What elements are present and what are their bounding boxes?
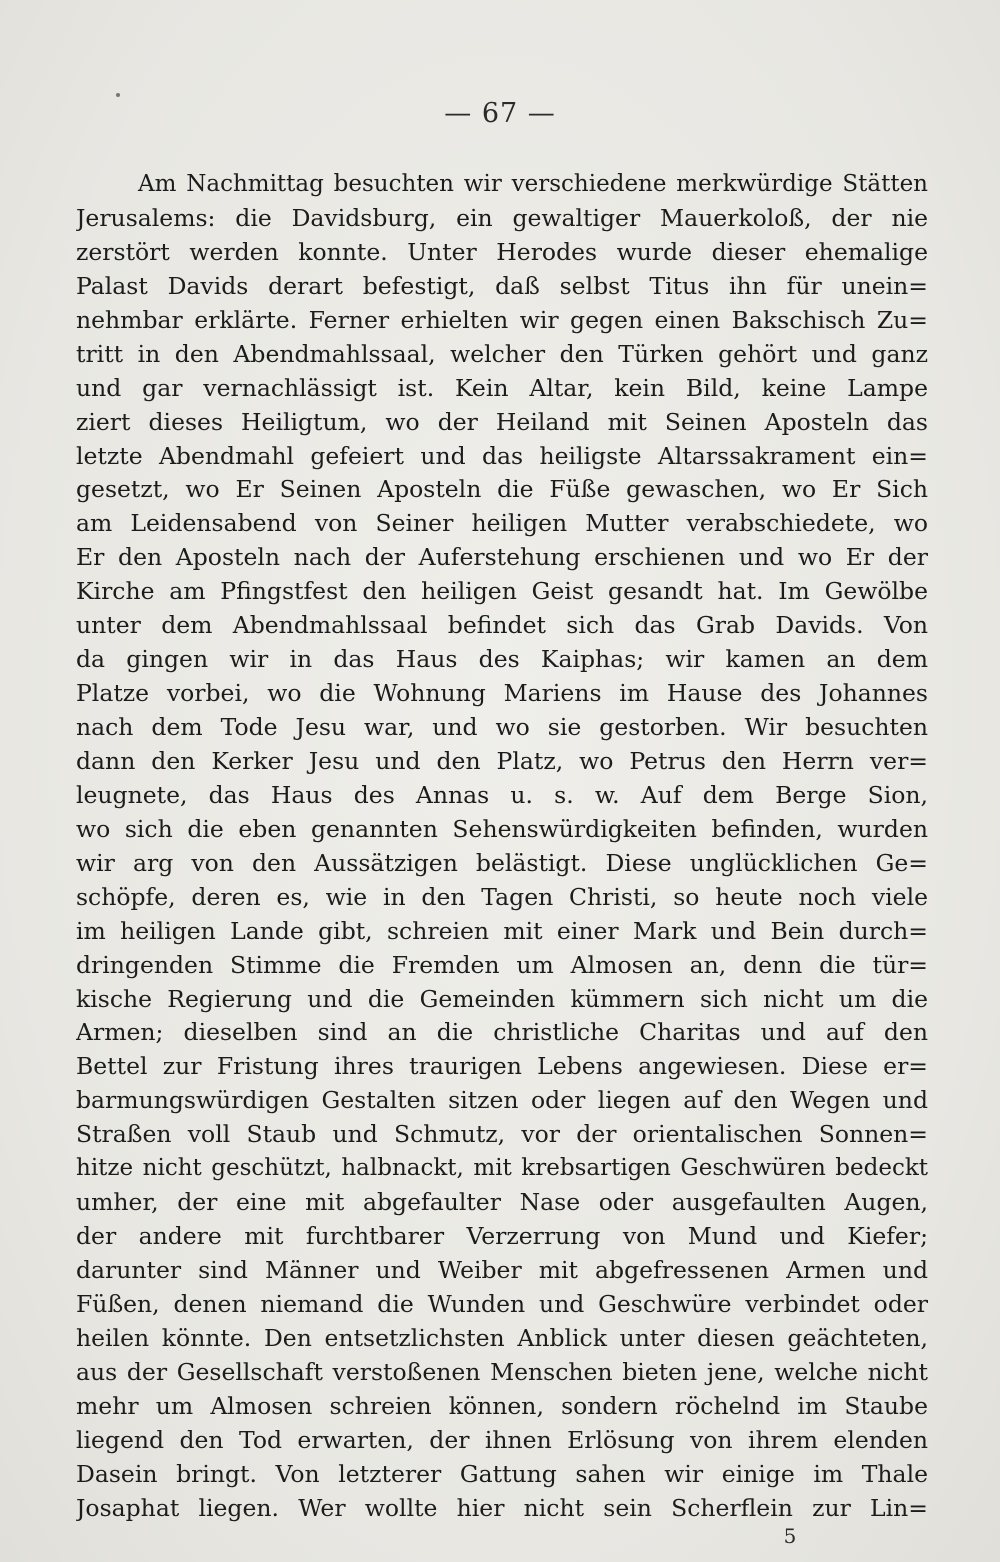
text-line: Platze vorbei, wo die Wohnung Mariens im Hause des Johannes xyxy=(76,679,928,708)
page-number: — 67 — xyxy=(444,98,556,129)
text-line: da gingen wir in das Haus des Kaiphas; wir kamen an dem xyxy=(76,645,928,674)
text-line: Er den Aposteln nach der Auferstehung erschienen und wo Er der xyxy=(76,543,928,572)
text-line: leugnete, das Haus des Annas u. s. w. Auf dem Berge Sion, xyxy=(76,780,928,809)
text-line: der andere mit furchtbarer Verzerrung von Mund und Kiefer; xyxy=(76,1222,928,1251)
text-line: nehmbar erklärte. Ferner erhielten wir gegen einen Bakschisch Zu= xyxy=(76,305,928,334)
text-line: umher, der eine mit abgefaulter Nase oder ausgefaulten Augen, xyxy=(76,1188,928,1217)
text-line: Palast Davids derart befestigt, daß selbst Titus ihn für unein= xyxy=(76,271,928,300)
text-line: Am Nachmittag besuchten wir verschiedene merkwürdige Stätten xyxy=(138,171,928,197)
text-line: Bettel zur Fristung ihres traurigen Lebens angewiesen. Diese er= xyxy=(76,1052,928,1081)
text-line: und gar vernachlässigt ist. Kein Altar, kein Bild, keine Lampe xyxy=(76,373,928,402)
text-line: aus der Gesellschaft verstoßenen Menschen bieten jene, welche nicht xyxy=(76,1357,928,1386)
text-line: wir arg von den Aussätzigen belästigt. Diese unglücklichen Ge= xyxy=(76,848,928,877)
text-line: kische Regierung und die Gemeinden kümmern sich nicht um die xyxy=(76,984,928,1013)
text-line: tritt in den Abendmahlssaal, welcher den Türken gehört und ganz xyxy=(76,339,928,368)
text-line: Jerusalems: die Davidsburg, ein gewaltiger Mauerkoloß, der nie xyxy=(76,203,928,232)
text-line: Armen; dieselben sind an die christliche Charitas und auf den xyxy=(76,1018,928,1047)
text-line: Kirche am Pfingstfest den heiligen Geist gesandt hat. Im Gewölbe xyxy=(76,577,928,606)
text-line: nach dem Tode Jesu war, und wo sie gestorben. Wir besuchten xyxy=(76,713,928,741)
text-line: Füßen, denen niemand die Wunden und Geschwüre verbindet oder xyxy=(76,1289,928,1318)
text-line: dringenden Stimme die Fremden um Almosen an, denn die tür= xyxy=(76,950,928,979)
text-line: dann den Kerker Jesu und den Platz, wo Petrus den Herrn ver= xyxy=(76,746,928,775)
text-line: darunter sind Männer und Weiber mit abgefressenen Armen und xyxy=(76,1256,928,1284)
text-line: unter dem Abendmahlssaal befindet sich das Grab Davids. Von xyxy=(76,611,928,640)
text-line: mehr um Almosen schreien können, sondern röchelnd im Staube xyxy=(76,1391,928,1420)
text-line: wo sich die eben genannten Sehenswürdigkeiten befinden, wurden xyxy=(76,814,928,843)
print-speck xyxy=(116,93,120,97)
text-line: liegend den Tod erwarten, der ihnen Erlösung von ihrem elenden xyxy=(76,1425,928,1454)
text-line: letzte Abendmahl gefeiert und das heiligste Altarssakrament ein= xyxy=(76,441,928,470)
text-line: schöpfe, deren es, wie in den Tagen Christi, so heute noch viele xyxy=(76,882,928,911)
text-line: am Leidensabend von Seiner heiligen Mutter verabschiedete, wo xyxy=(76,509,928,538)
signature-mark: 5 xyxy=(783,1524,797,1548)
body-text xyxy=(76,168,928,1526)
text-line: ziert dieses Heiligtum, wo der Heiland mit Seinen Aposteln das xyxy=(76,407,928,436)
text-line: barmungswürdigen Gestalten sitzen oder liegen auf den Wegen und xyxy=(76,1086,928,1115)
text-line: zerstört werden konnte. Unter Herodes wurde dieser ehemalige xyxy=(76,237,928,266)
text-line: im heiligen Lande gibt, schreien mit einer Mark und Bein durch= xyxy=(76,916,928,945)
text-line: Dasein bringt. Von letzterer Gattung sahen wir einige im Thale xyxy=(76,1459,928,1488)
text-line: Josaphat liegen. Wer wollte hier nicht sein Scherflein zur Lin= xyxy=(76,1493,928,1522)
text-line: hitze nicht geschützt, halbnackt, mit krebsartigen Geschwüren bedeckt xyxy=(76,1155,928,1182)
text-line: Straßen voll Staub und Schmutz, vor der orientalischen Sonnen= xyxy=(76,1120,928,1149)
text-line: heilen könnte. Den entsetzlichsten Anblick unter diesen geächteten, xyxy=(76,1323,928,1352)
text-line: gesetzt, wo Er Seinen Aposteln die Füße gewaschen, wo Er Sich xyxy=(76,475,928,504)
